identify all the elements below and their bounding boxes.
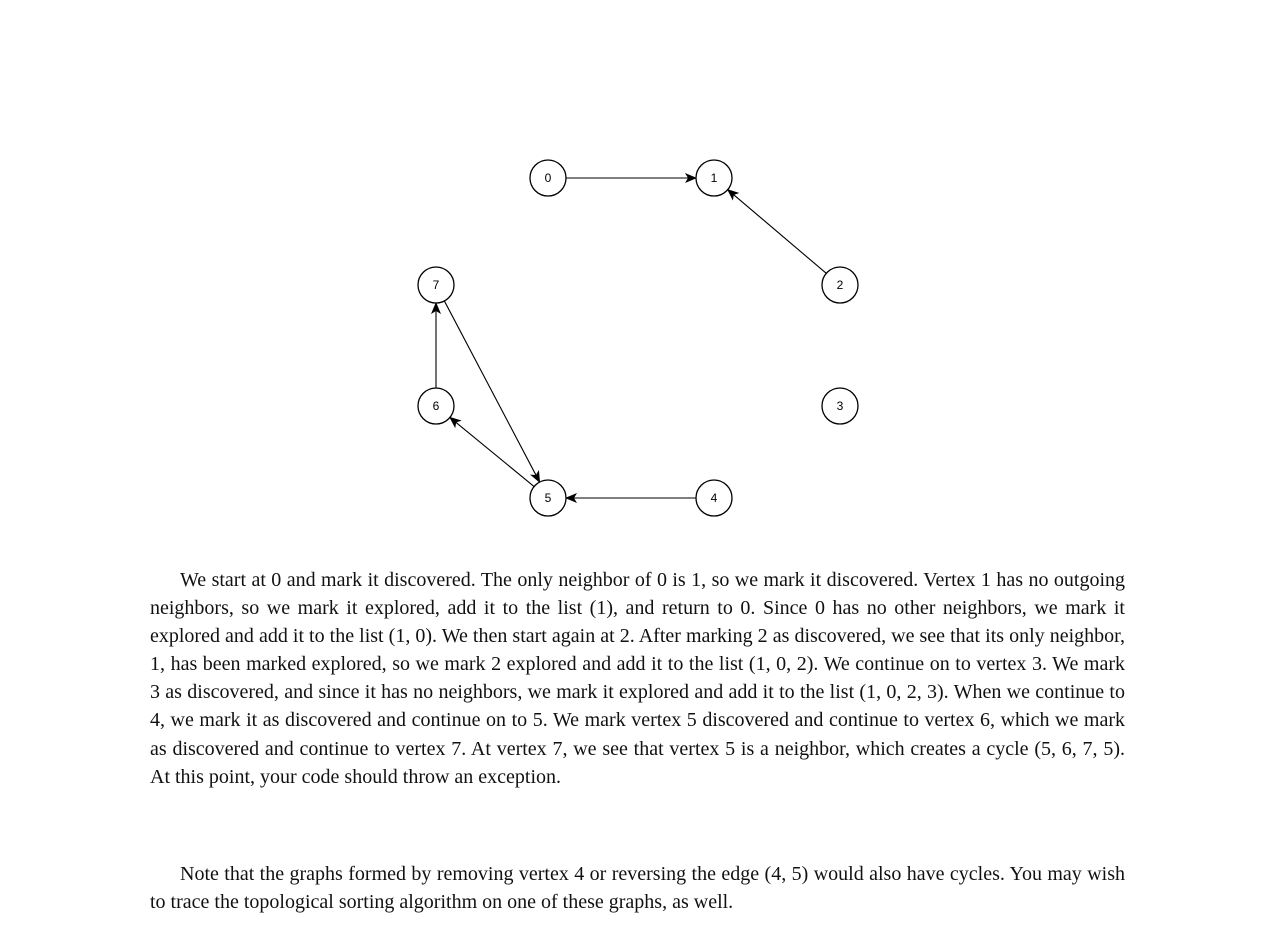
vertex-label: 0 xyxy=(544,171,552,185)
edge-2-1 xyxy=(728,190,827,274)
vertex-label: 2 xyxy=(836,278,844,292)
vertex-label: 7 xyxy=(432,278,440,292)
vertex-label: 3 xyxy=(836,399,844,413)
vertex-1 xyxy=(696,160,732,196)
vertex-4 xyxy=(696,480,732,516)
vertex-label: 6 xyxy=(432,399,440,413)
vertex-5 xyxy=(530,480,566,516)
edge-5-6 xyxy=(450,417,534,486)
vertex-6 xyxy=(418,388,454,424)
paragraph-note: Note that the graphs formed by removing vertex 4 or reversing the edge (4, 5) would also have cycles. You may wish to trace the topological sorting algorithm on one of these graphs, as well. xyxy=(150,863,1125,914)
edge-7-5 xyxy=(444,301,539,482)
vertex-label: 1 xyxy=(710,171,718,185)
vertex-3 xyxy=(822,388,858,424)
vertex-2 xyxy=(822,267,858,303)
vertex-7 xyxy=(418,267,454,303)
paragraph-explanation: We start at 0 and mark it discovered. The only neighbor of 0 is 1, so we mark it discovered. Vertex 1 has no outgoing neighbors, so we mark it explored, add it to the list (1), and return to 0. Since 0 has no other neighbors, we mark it explored and add it to the list (1, 0). We then start again at 2. After marking 2 as discovered, we see that its only neighbor, 1, has been marked explored, so we mark 2 explored and add it to the list (1, 0, 2). We continue on to vertex 3. We mark 3 as discovered, and since it has no neighbors, we mark it explored and add it to the list (1, 0, 2, 3). When we continue to 4, we mark it as discovered and continue on to 5. We mark vertex 5 discovered and continue to vertex 6, which we mark as discovered and continue to vertex 7. At vertex 7, we see that vertex 5 is a neighbor, which creates a cycle (5, 6, 7, 5). At this point, your code should throw an exception. xyxy=(150,569,1125,788)
vertex-0 xyxy=(530,160,566,196)
vertex-label: 5 xyxy=(544,491,552,505)
vertex-label: 4 xyxy=(710,491,718,505)
